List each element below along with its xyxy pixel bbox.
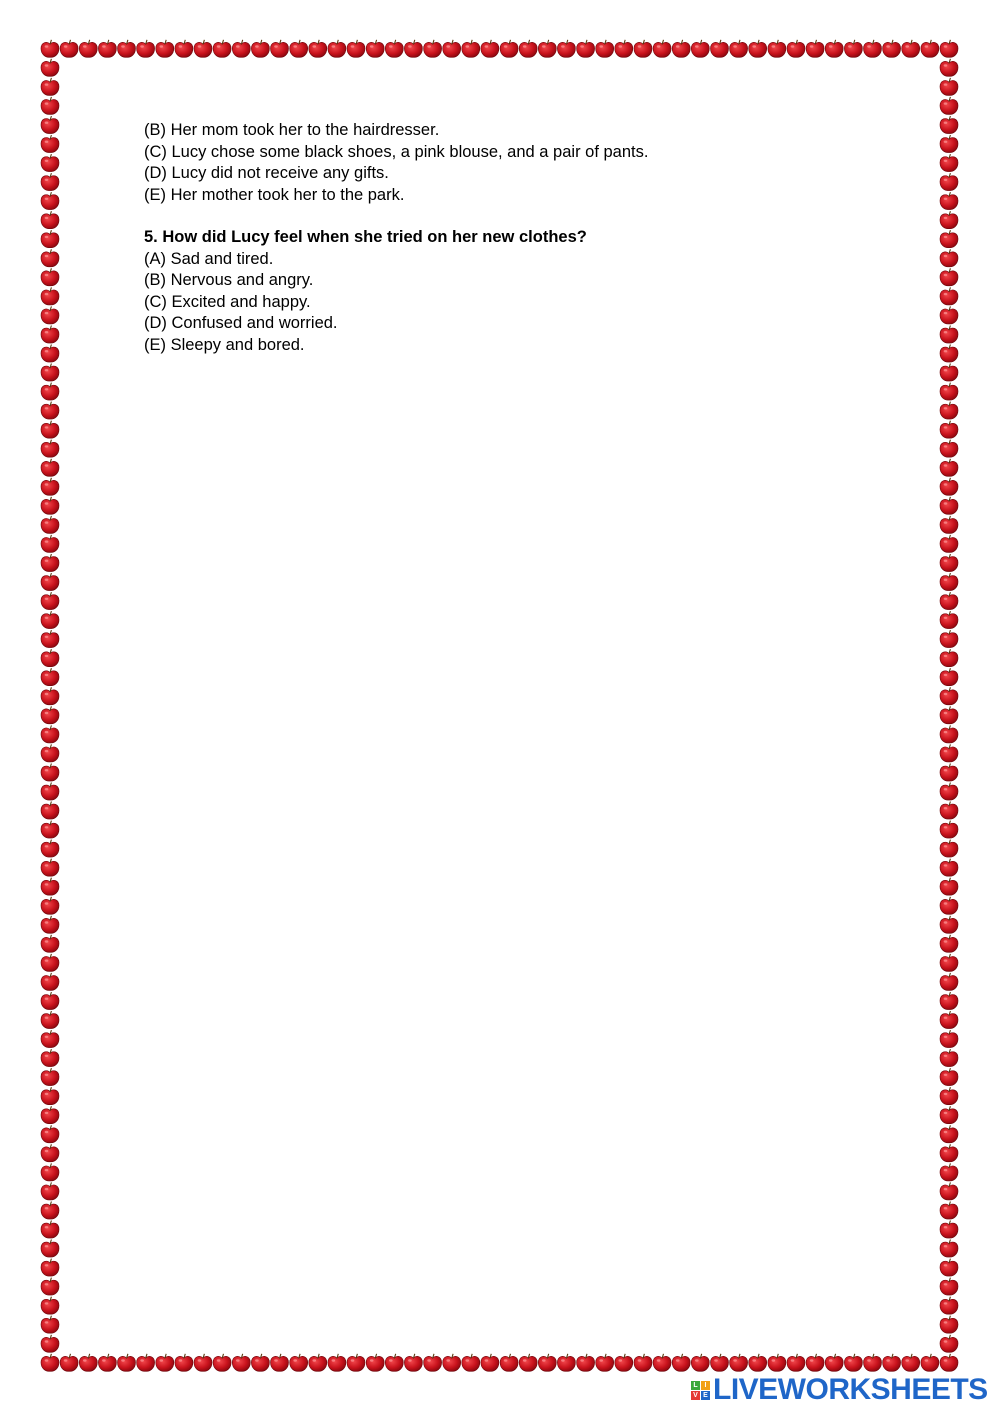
apple-icon — [940, 783, 958, 801]
apple-icon — [940, 1163, 958, 1181]
apple-icon — [41, 1125, 59, 1143]
apple-icon — [519, 1354, 537, 1372]
logo-mark-letter: E — [701, 1391, 710, 1400]
apple-icon — [41, 859, 59, 877]
apple-icon — [41, 954, 59, 972]
apple-icon — [41, 1011, 59, 1029]
apple-icon — [41, 535, 59, 553]
apple-icon — [41, 725, 59, 743]
apple-icon — [787, 1354, 805, 1372]
apple-icon — [60, 40, 78, 58]
apple-icon — [940, 973, 958, 991]
apple-icon — [864, 1354, 882, 1372]
apple-icon — [940, 364, 958, 382]
apple-icon — [940, 954, 958, 972]
apple-icon — [921, 1354, 939, 1372]
apple-icon — [940, 1030, 958, 1048]
apple-icon — [940, 725, 958, 743]
apple-icon — [41, 1240, 59, 1258]
apple-icon — [940, 192, 958, 210]
apple-icon — [940, 668, 958, 686]
apple-icon — [940, 1316, 958, 1334]
apple-icon — [443, 1354, 461, 1372]
question-title: 5. How did Lucy feel when she tried on her new clothes? — [144, 228, 587, 246]
apple-icon — [404, 40, 422, 58]
apple-icon — [41, 554, 59, 572]
apple-icon — [366, 40, 384, 58]
apple-icon — [41, 1354, 59, 1372]
apple-icon — [41, 211, 59, 229]
apple-icon — [557, 40, 575, 58]
apple-icon — [519, 40, 537, 58]
apple-icon — [577, 1354, 595, 1372]
apple-icon — [940, 897, 958, 915]
apple-icon — [940, 992, 958, 1010]
apple-icon — [98, 1354, 116, 1372]
apple-icon — [749, 1354, 767, 1372]
apple-icon — [596, 40, 614, 58]
apple-icon — [577, 40, 595, 58]
answer-option: (B) Her mom took her to the hairdresser. — [144, 121, 440, 139]
apple-icon — [940, 402, 958, 420]
apple-icon — [41, 897, 59, 915]
apple-icon — [175, 1354, 193, 1372]
logo-text: LIVEWORKSHEETS — [713, 1373, 988, 1406]
apple-icon — [940, 1202, 958, 1220]
apple-icon — [730, 1354, 748, 1372]
answer-option: (D) Confused and worried. — [144, 314, 338, 332]
apple-icon — [41, 402, 59, 420]
apple-icon — [347, 1354, 365, 1372]
apple-icon — [940, 1182, 958, 1200]
apple-icon — [41, 611, 59, 629]
apple-icon — [940, 1297, 958, 1315]
apple-icon — [940, 1125, 958, 1143]
apple-icon — [940, 935, 958, 953]
apple-icon — [940, 230, 958, 248]
apple-icon — [41, 706, 59, 724]
apple-icon — [902, 1354, 920, 1372]
apple-icon — [194, 1354, 212, 1372]
apple-icon — [41, 1182, 59, 1200]
apple-icon — [940, 1011, 958, 1029]
apple-icon — [481, 40, 499, 58]
apple-icon — [41, 345, 59, 363]
logo-mark-letter: L — [691, 1381, 700, 1390]
apple-icon — [41, 135, 59, 153]
apple-icon — [825, 1354, 843, 1372]
apple-icon — [424, 1354, 442, 1372]
apple-icon — [118, 40, 136, 58]
apple-icon — [711, 1354, 729, 1372]
apple-icon — [41, 878, 59, 896]
apple-icon — [251, 1354, 269, 1372]
apple-icon — [940, 859, 958, 877]
apple-icon — [41, 1316, 59, 1334]
apple-icon — [768, 1354, 786, 1372]
apple-icon — [156, 40, 174, 58]
apple-icon — [41, 973, 59, 991]
apple-icon — [41, 1259, 59, 1277]
question4-options — [144, 120, 924, 206]
apple-icon — [940, 630, 958, 648]
apple-icon — [940, 1144, 958, 1162]
apple-icon — [41, 1049, 59, 1067]
apple-icon — [940, 802, 958, 820]
apple-icon — [41, 1068, 59, 1086]
apple-icon — [79, 40, 97, 58]
apple-icon — [940, 40, 958, 58]
apple-icon — [41, 744, 59, 762]
apple-icon — [41, 78, 59, 96]
answer-option: (D) Lucy did not receive any gifts. — [144, 164, 389, 182]
apple-icon — [940, 173, 958, 191]
apple-icon — [41, 326, 59, 344]
apple-icon — [940, 878, 958, 896]
apple-icon — [271, 40, 289, 58]
apple-icon — [41, 821, 59, 839]
apple-icon — [41, 764, 59, 782]
apple-icon — [41, 1278, 59, 1296]
apple-icon — [940, 59, 958, 77]
apple-icon — [137, 1354, 155, 1372]
apple-icon — [902, 40, 920, 58]
answer-option: (E) Sleepy and bored. — [144, 335, 305, 354]
apple-icon — [940, 326, 958, 344]
apple-icon — [41, 59, 59, 77]
apple-icon — [940, 573, 958, 591]
apple-icon — [41, 116, 59, 134]
answer-option: (E) Her mother took her to the park. — [144, 185, 405, 204]
apple-icon — [232, 40, 250, 58]
apple-icon — [940, 1354, 958, 1372]
apple-icon — [653, 40, 671, 58]
apple-icon — [137, 40, 155, 58]
apple-icon — [940, 478, 958, 496]
apple-icon — [940, 1278, 958, 1296]
apple-icon — [41, 230, 59, 248]
apple-icon — [940, 154, 958, 172]
apple-icon — [194, 40, 212, 58]
apple-icon — [60, 1354, 78, 1372]
apple-icon — [232, 1354, 250, 1372]
apple-icon — [41, 840, 59, 858]
apple-icon — [940, 516, 958, 534]
apple-icon — [768, 40, 786, 58]
apple-icon — [615, 1354, 633, 1372]
apple-icon — [653, 1354, 671, 1372]
worksheet-content — [144, 120, 924, 356]
apple-icon — [940, 821, 958, 839]
apple-icon — [41, 573, 59, 591]
apple-icon — [290, 1354, 308, 1372]
apple-icon — [806, 1354, 824, 1372]
apple-icon — [290, 40, 308, 58]
apple-icon — [940, 116, 958, 134]
apple-icon — [940, 268, 958, 286]
apple-icon — [41, 916, 59, 934]
apple-icon — [940, 535, 958, 553]
question5-block — [144, 227, 924, 356]
apple-icon — [41, 287, 59, 305]
apple-icon — [41, 992, 59, 1010]
apple-icon — [940, 497, 958, 515]
apple-icon — [749, 40, 767, 58]
apple-icon — [424, 40, 442, 58]
apple-icon — [940, 1106, 958, 1124]
apple-icon — [213, 1354, 231, 1372]
answer-option: (B) Nervous and angry. — [144, 271, 314, 289]
apple-icon — [41, 306, 59, 324]
apple-icon — [940, 421, 958, 439]
apple-icon — [41, 649, 59, 667]
apple-icon — [940, 1068, 958, 1086]
apple-icon — [404, 1354, 422, 1372]
apple-icon — [940, 306, 958, 324]
apple-icon — [366, 1354, 384, 1372]
apple-icon — [634, 1354, 652, 1372]
apple-icon — [41, 783, 59, 801]
apple-icon — [41, 1297, 59, 1315]
apple-icon — [385, 1354, 403, 1372]
apple-icon — [41, 630, 59, 648]
apple-icon — [634, 40, 652, 58]
apple-icon — [940, 211, 958, 229]
apple-icon — [41, 383, 59, 401]
apple-icon — [309, 40, 327, 58]
apple-icon — [41, 687, 59, 705]
apple-icon — [41, 268, 59, 286]
apple-icon — [940, 840, 958, 858]
apple-icon — [787, 40, 805, 58]
apple-icon — [672, 1354, 690, 1372]
apple-icon — [538, 40, 556, 58]
apple-icon — [940, 554, 958, 572]
logo-mark-icon — [691, 1381, 710, 1400]
apple-icon — [691, 1354, 709, 1372]
apple-icon — [309, 1354, 327, 1372]
apple-icon — [940, 1240, 958, 1258]
answer-option: (C) Excited and happy. — [144, 292, 311, 311]
apple-icon — [41, 173, 59, 191]
apple-icon — [41, 478, 59, 496]
apple-icon — [596, 1354, 614, 1372]
apple-icon — [462, 1354, 480, 1372]
apple-icon — [615, 40, 633, 58]
apple-icon — [41, 1087, 59, 1105]
apple-icon — [175, 40, 193, 58]
apple-icon — [41, 802, 59, 820]
liveworksheets-logo — [691, 1373, 988, 1407]
apple-icon — [41, 1106, 59, 1124]
apple-icon — [711, 40, 729, 58]
apple-icon — [940, 611, 958, 629]
apple-icon — [940, 440, 958, 458]
apple-icon — [940, 459, 958, 477]
logo-mark-letter: V — [691, 1391, 700, 1400]
apple-icon — [500, 1354, 518, 1372]
apple-icon — [41, 97, 59, 115]
apple-icon — [940, 1259, 958, 1277]
answer-option: (A) Sad and tired. — [144, 249, 274, 268]
apple-icon — [41, 668, 59, 686]
apple-icon — [825, 40, 843, 58]
apple-icon — [443, 40, 461, 58]
apple-icon — [41, 459, 59, 477]
apple-icon — [940, 764, 958, 782]
apple-icon — [41, 440, 59, 458]
apple-icon — [940, 916, 958, 934]
apple-icon — [940, 1087, 958, 1105]
apple-icon — [481, 1354, 499, 1372]
apple-icon — [940, 383, 958, 401]
apple-icon — [41, 592, 59, 610]
apple-icon — [691, 40, 709, 58]
apple-icon — [98, 40, 116, 58]
answer-option: (C) Lucy chose some black shoes, a pink blouse, and a pair of pants. — [144, 142, 649, 161]
apple-icon — [940, 1221, 958, 1239]
apple-icon — [883, 1354, 901, 1372]
apple-icon — [41, 516, 59, 534]
apple-icon — [41, 1335, 59, 1353]
apple-icon — [940, 249, 958, 267]
apple-icon — [940, 78, 958, 96]
apple-icon — [940, 345, 958, 363]
apple-icon — [41, 364, 59, 382]
apple-icon — [41, 1202, 59, 1220]
apple-icon — [883, 40, 901, 58]
apple-icon — [41, 1221, 59, 1239]
apple-icon — [41, 154, 59, 172]
apple-icon — [940, 744, 958, 762]
apple-icon — [940, 1049, 958, 1067]
apple-icon — [462, 40, 480, 58]
apple-icon — [940, 592, 958, 610]
apple-icon — [672, 40, 690, 58]
apple-icon — [251, 40, 269, 58]
apple-icon — [79, 1354, 97, 1372]
apple-icon — [844, 1354, 862, 1372]
apple-icon — [41, 1030, 59, 1048]
apple-icon — [940, 687, 958, 705]
apple-icon — [41, 497, 59, 515]
apple-icon — [41, 192, 59, 210]
apple-icon — [41, 935, 59, 953]
apple-icon — [385, 40, 403, 58]
apple-icon — [41, 1144, 59, 1162]
spacer — [144, 206, 924, 227]
apple-icon — [557, 1354, 575, 1372]
apple-icon — [213, 40, 231, 58]
apple-icon — [41, 40, 59, 58]
apple-icon — [271, 1354, 289, 1372]
apple-icon — [538, 1354, 556, 1372]
apple-icon — [940, 649, 958, 667]
logo-mark-letter: I — [701, 1381, 710, 1390]
apple-icon — [156, 1354, 174, 1372]
apple-icon — [844, 40, 862, 58]
apple-icon — [940, 135, 958, 153]
apple-icon — [940, 287, 958, 305]
apple-icon — [730, 40, 748, 58]
apple-icon — [921, 40, 939, 58]
apple-icon — [864, 40, 882, 58]
apple-icon — [328, 40, 346, 58]
apple-icon — [328, 1354, 346, 1372]
apple-icon — [940, 706, 958, 724]
apple-icon — [41, 421, 59, 439]
apple-icon — [500, 40, 518, 58]
apple-icon — [347, 40, 365, 58]
apple-icon — [940, 1335, 958, 1353]
apple-icon — [940, 97, 958, 115]
apple-icon — [41, 249, 59, 267]
apple-icon — [806, 40, 824, 58]
apple-icon — [41, 1163, 59, 1181]
apple-icon — [118, 1354, 136, 1372]
